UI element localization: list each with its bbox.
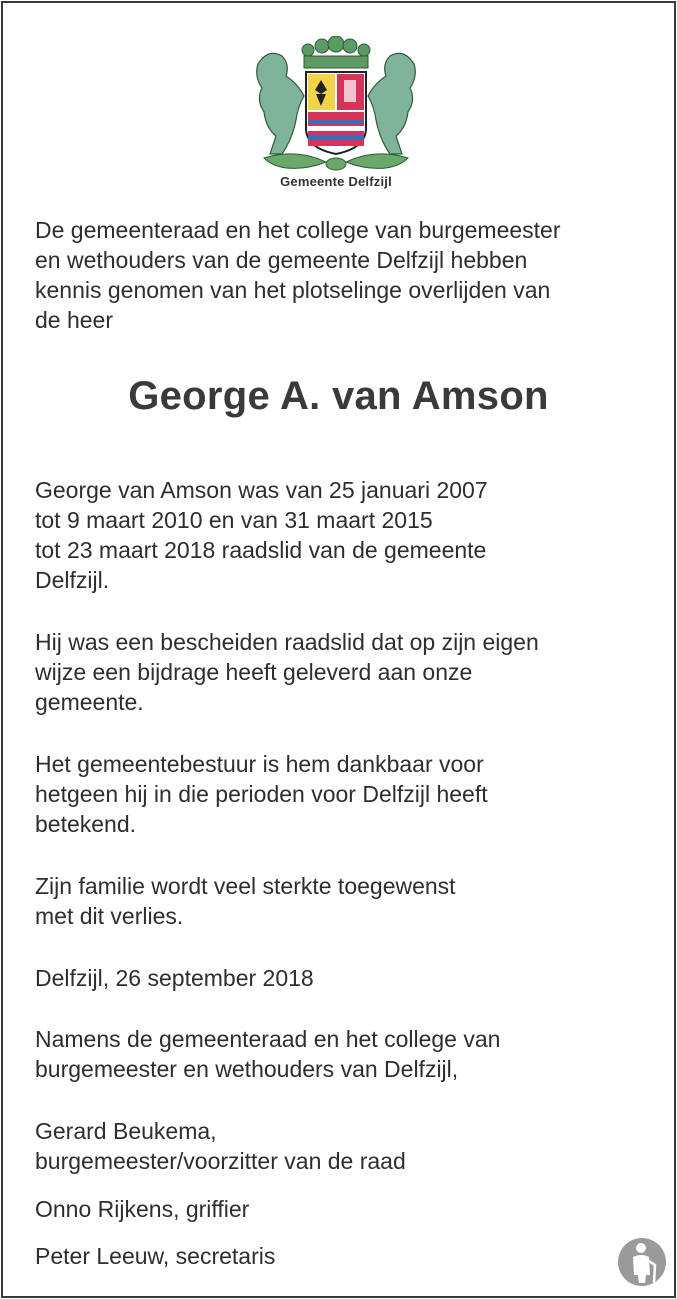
paragraph-line: Delfzijl. (35, 567, 110, 593)
paragraph-line: burgemeester en wethouders van Delfzijl, (35, 1056, 459, 1082)
logo-caption: Gemeente Delfzijl (280, 174, 392, 189)
signatory-mayor (35, 1116, 406, 1176)
paragraph-tenure (35, 475, 488, 595)
on-behalf-paragraph (35, 1024, 500, 1084)
paragraph-line: Hij was een bescheiden raadslid dat op zijn eigen (35, 629, 539, 655)
paragraph-line: met dit verlies. (35, 903, 184, 929)
intro-line: en wethouders van de gemeente Delfzijl hebben (35, 247, 528, 273)
intro-line: kennis genomen van het plotselinge overlijden van (35, 277, 551, 303)
signatory-name: Gerard Beukema, (35, 1118, 217, 1144)
paragraph-line: tot 9 maart 2010 en van 31 maart 2015 (35, 507, 433, 533)
paragraph-condolences (35, 871, 456, 931)
paragraph-line: George van Amson was van 25 januari 2007 (35, 477, 488, 503)
intro-line: de heer (35, 307, 114, 333)
paragraph-line: tot 23 maart 2018 raadslid van de gemeente (35, 537, 487, 563)
paragraph-line: Zijn familie wordt veel sterkte toegewenst (35, 873, 456, 899)
paragraph-line: gemeente. (35, 689, 144, 715)
municipal-coat-of-arms-icon (246, 36, 426, 192)
paragraph-line: wijze een bijdrage heeft geleverd aan onze (35, 659, 473, 685)
signatory-secretary: Peter Leeuw, secretaris (35, 1243, 276, 1269)
signatory-role: burgemeester/voorzitter van de raad (35, 1148, 406, 1174)
paragraph-line: betekend. (35, 811, 137, 837)
paragraph-gratitude (35, 749, 488, 839)
paragraph-line: hetgeen hij in die perioden voor Delfzijl heeft (35, 781, 488, 807)
place-date: Delfzijl, 26 september 2018 (35, 965, 314, 991)
signatory-clerk: Onno Rijkens, griffier (35, 1196, 250, 1222)
paragraph-contribution (35, 627, 539, 717)
deceased-name: George A. van Amson (128, 374, 549, 418)
mourning-figure-icon[interactable] (617, 1237, 667, 1287)
intro-line: De gemeenteraad en het college van burgemeester (35, 217, 561, 243)
paragraph-line: Namens de gemeenteraad en het college van (35, 1026, 501, 1052)
intro-paragraph (35, 215, 561, 335)
paragraph-line: Het gemeentebestuur is hem dankbaar voor (35, 751, 484, 777)
